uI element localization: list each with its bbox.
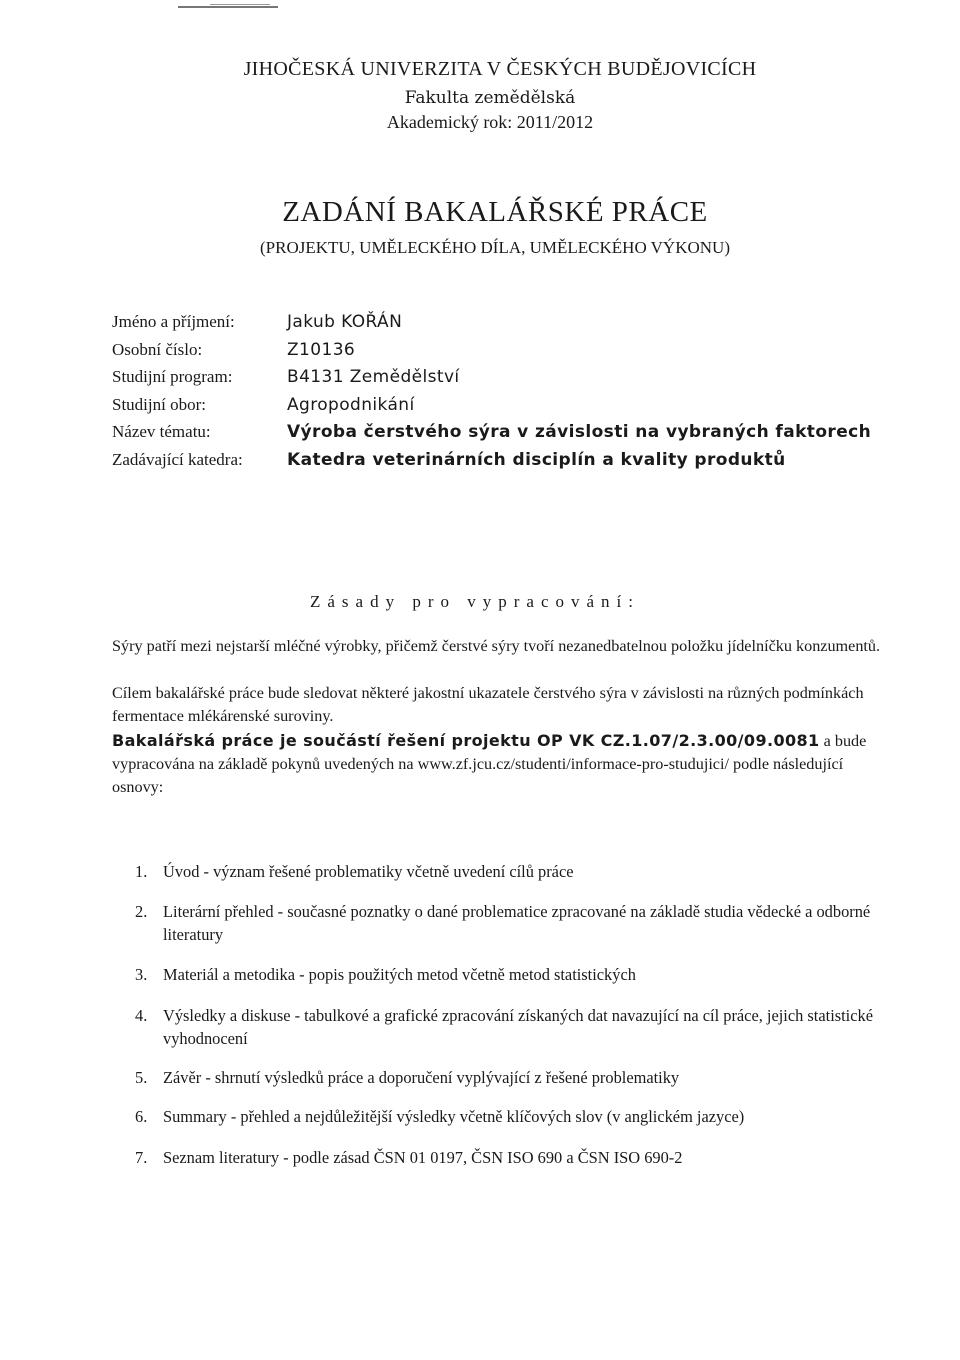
outline-text: Závěr - shrnutí výsledků práce a doporučení vyplývající z řešené problematiky <box>163 1068 680 1087</box>
info-label: Studijní obor: <box>112 394 206 414</box>
scan-artifact-line <box>210 4 270 5</box>
info-label: Osobní číslo: <box>112 339 203 359</box>
document-subtitle: (PROJEKTU, UMĚLECKÉHO DÍLA, UMĚLECKÉHO VÝKONU) <box>260 238 730 257</box>
scan-artifact-line <box>178 6 278 8</box>
outline-number: 7. <box>135 1148 148 1167</box>
info-label: Jméno a příjmení: <box>112 312 235 331</box>
instructions-text: a bude vypracována na základě pokynů uvedených na www.zf.jcu.cz/studenti/informace-pro-studujici/ podle následující osnovy: <box>112 732 867 797</box>
guidelines-heading: Zásady pro vypracování: <box>310 592 640 611</box>
outline-text: Materiál a metodika - popis použitých metod včetně metod statistických <box>163 965 636 984</box>
info-value: Katedra veterinárních disciplín a kvality produktů <box>287 449 786 470</box>
outline-text: Seznam literatury - podle zásad ČSN 01 0197, ČSN ISO 690 a ČSN ISO 690-2 <box>163 1148 683 1167</box>
info-value: Jakub KOŘÁN <box>287 312 403 332</box>
outline-text: Summary - přehled a nejdůležitější výsledky včetně klíčových slov (v anglickém jazyce) <box>163 1107 745 1126</box>
outline-text: Literární přehled - současné poznatky o dané problematice zpracované na základě studia vědecké a odborné literatury <box>163 902 871 944</box>
outline-number: 2. <box>135 902 148 921</box>
info-value: B4131 Zemědělství <box>287 367 460 388</box>
faculty-name: Fakulta zemědělská <box>404 88 576 108</box>
info-value: Výroba čerstvého sýra v závislosti na vybraných faktorech <box>287 422 872 443</box>
outline-text: Úvod - význam řešené problematiky včetně uvedení cílů práce <box>163 862 574 881</box>
document-title: ZADÁNÍ BAKALÁŘSKÉ PRÁCE <box>282 196 708 228</box>
info-label: Studijní program: <box>112 367 233 387</box>
project-statement: Bakalářská práce je součástí řešení projektu OP VK CZ.1.07/2.3.00/09.0081 <box>112 731 820 750</box>
university-name: JIHOČESKÁ UNIVERZITA V ČESKÝCH BUDĚJOVICÍCH <box>243 58 757 80</box>
guidelines-paragraph: Sýry patří mezi nejstarší mléčné výrobky, přičemž čerstvé sýry tvoří nezanedbatelnou položku jídelníčku konzumentů. <box>112 637 881 655</box>
info-label: Zadávající katedra: <box>112 449 243 469</box>
outline-number: 6. <box>135 1107 148 1126</box>
guidelines-paragraph: Cílem bakalářské práce bude sledovat některé jakostní ukazatele čerstvého sýra v závislosti na různých podmínkách fermentace mlékárenské suroviny. <box>112 684 864 726</box>
info-label: Název tématu: <box>112 422 211 442</box>
outline-number: 1. <box>135 862 148 881</box>
outline-text: Výsledky a diskuse - tabulkové a grafické zpracování získaných dat navazující na cíl práce, jejich statistické vyhodnocení <box>163 1006 873 1048</box>
academic-year: Akademický rok: 2011/2012 <box>386 112 594 132</box>
info-value: Z10136 <box>287 339 356 360</box>
info-value: Agropodnikání <box>287 394 415 415</box>
outline-number: 4. <box>135 1006 148 1025</box>
guidelines-paragraph <box>112 729 882 800</box>
outline-number: 3. <box>135 965 148 984</box>
outline-number: 5. <box>135 1068 148 1087</box>
